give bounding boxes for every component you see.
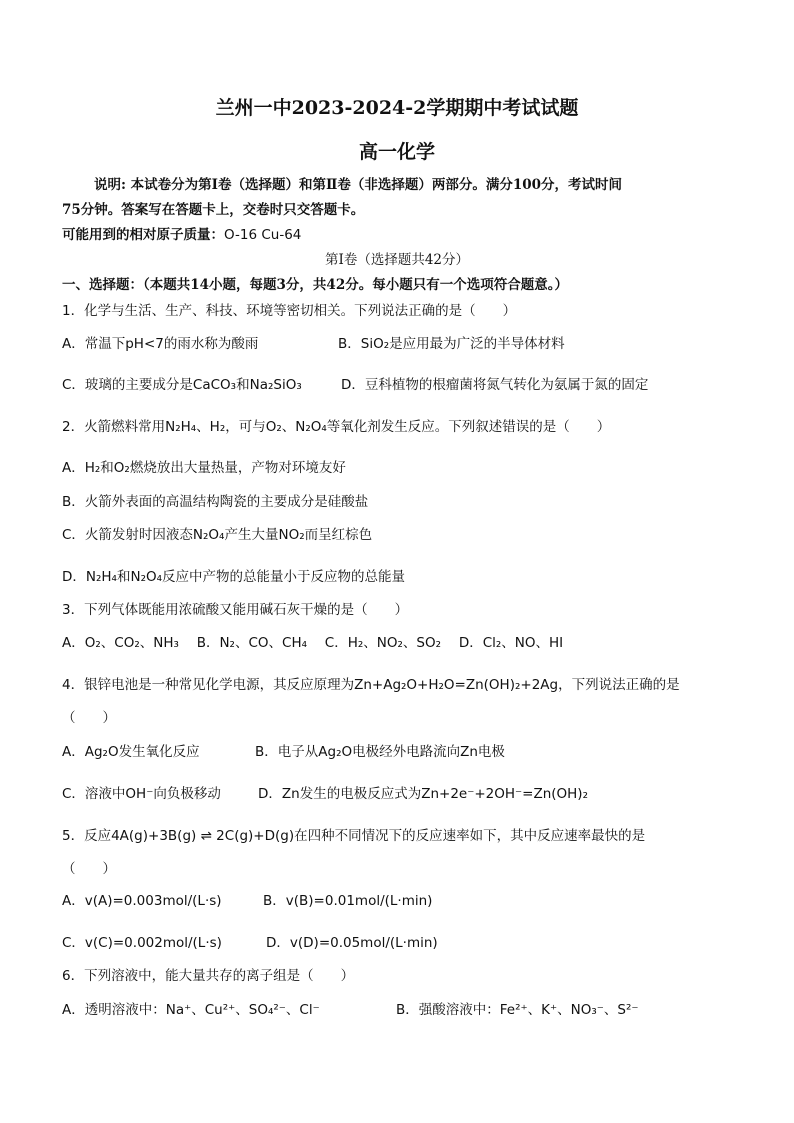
subject-title: 高一化学	[358, 141, 435, 163]
atomic-mass-line	[62, 223, 301, 243]
q6-stem: 6．下列溶液中，能大量共存的离子组是（ ）	[62, 968, 355, 984]
q5-option-d: D．v(D)=0.05mol/(L·min)	[266, 935, 438, 951]
q4-option-b: B．电子从Ag₂O电极经外电路流向Zn电极	[255, 744, 505, 760]
q2-option-c: C．火箭发射时因液态N₂O₄产生大量NO₂而呈红棕色	[62, 527, 373, 543]
section1-title: 第Ⅰ卷（选择题共42分）	[324, 252, 469, 268]
q5-option-a: A．v(A)=0.003mol/(L·s)	[62, 893, 222, 909]
q6-option-a: A．透明溶液中：Na⁺、Cu²⁺、SO₄²⁻、Cl⁻	[62, 1002, 320, 1018]
instructions-line2: 75分钟。答案写在答题卡上，交卷时只交答题卡。	[62, 202, 365, 218]
q4-option-a: A．Ag₂O发生氧化反应	[62, 744, 200, 760]
q5-option-c: C．v(C)=0.002mol/(L·s)	[62, 935, 222, 951]
q2-option-d: D．N₂H₄和N₂O₄反应中产物的总能量小于反应物的总能量	[62, 569, 406, 585]
q3-options: A．O₂、CO₂、NH₃ B．N₂、CO、CH₄ C．H₂、NO₂、SO₂ D．Cl₂、NO、HI	[62, 635, 564, 651]
q4-option-d: D．Zn发生的电极反应式为Zn+2e⁻+2OH⁻=Zn(OH)₂	[258, 786, 588, 802]
exam-title: 兰州一中2023-2024-2学期期中考试试题	[215, 97, 579, 119]
instructions-line1: 说明: 本试卷分为第Ⅰ卷（选择题）和第Ⅱ卷（非选择题）两部分。满分100分，考试时间	[94, 177, 623, 193]
section1-heading: 一、选择题：（本题共14小题，每题3分，共42分。每小题只有一个选项符合题意。）	[62, 277, 568, 293]
q3-stem: 3．下列气体既能用浓硫酸又能用碱石灰干燥的是（ ）	[62, 602, 409, 618]
q6-option-b: B．强酸溶液中：Fe²⁺、K⁺、NO₃⁻、S²⁻	[396, 1002, 639, 1018]
q1-option-a: A．常温下pH<7的雨水称为酸雨	[62, 336, 259, 352]
q1-option-b: B．SiO₂是应用最为广泛的半导体材料	[338, 336, 565, 352]
q2-stem: 2．火箭燃料常用N₂H₄、H₂，可与O₂、N₂O₄等氧化剂发生反应。下列叙述错误的是（ ）	[62, 419, 611, 435]
q2-option-b: B．火箭外表面的高温结构陶瓷的主要成分是硅酸盐	[62, 494, 369, 510]
atomic-mass-label: 可能用到的相对原子质量：	[62, 227, 224, 243]
q5-option-b: B．v(B)=0.01mol/(L·min)	[263, 893, 433, 909]
q1-stem: 1．化学与生活、生产、科技、环境等密切相关。下列说法正确的是（ ）	[62, 303, 517, 319]
q1-option-d: D．豆科植物的根瘤菌将氮气转化为氨属于氮的固定	[341, 377, 649, 393]
atomic-mass-values: O-16 Cu-64	[224, 227, 302, 243]
q5-paren: （ ）	[62, 861, 116, 877]
q2-option-a: A．H₂和O₂燃烧放出大量热量，产物对环境友好	[62, 460, 346, 476]
q5-stem: 5．反应4A(g)+3B(g) ⇌ 2C(g)+D(g)在四种不同情况下的反应速率如下，其中反应速率最快的是	[62, 828, 646, 844]
q1-option-c: C．玻璃的主要成分是CaCO₃和Na₂SiO₃	[62, 377, 302, 393]
q4-stem: 4．银锌电池是一种常见化学电源，其反应原理为Zn+Ag₂O+H₂O=Zn(OH)₂+2Ag，下列说法正确的是	[62, 677, 680, 693]
q4-paren: （ ）	[62, 710, 116, 726]
q4-option-c: C．溶液中OH⁻向负极移动	[62, 786, 221, 802]
